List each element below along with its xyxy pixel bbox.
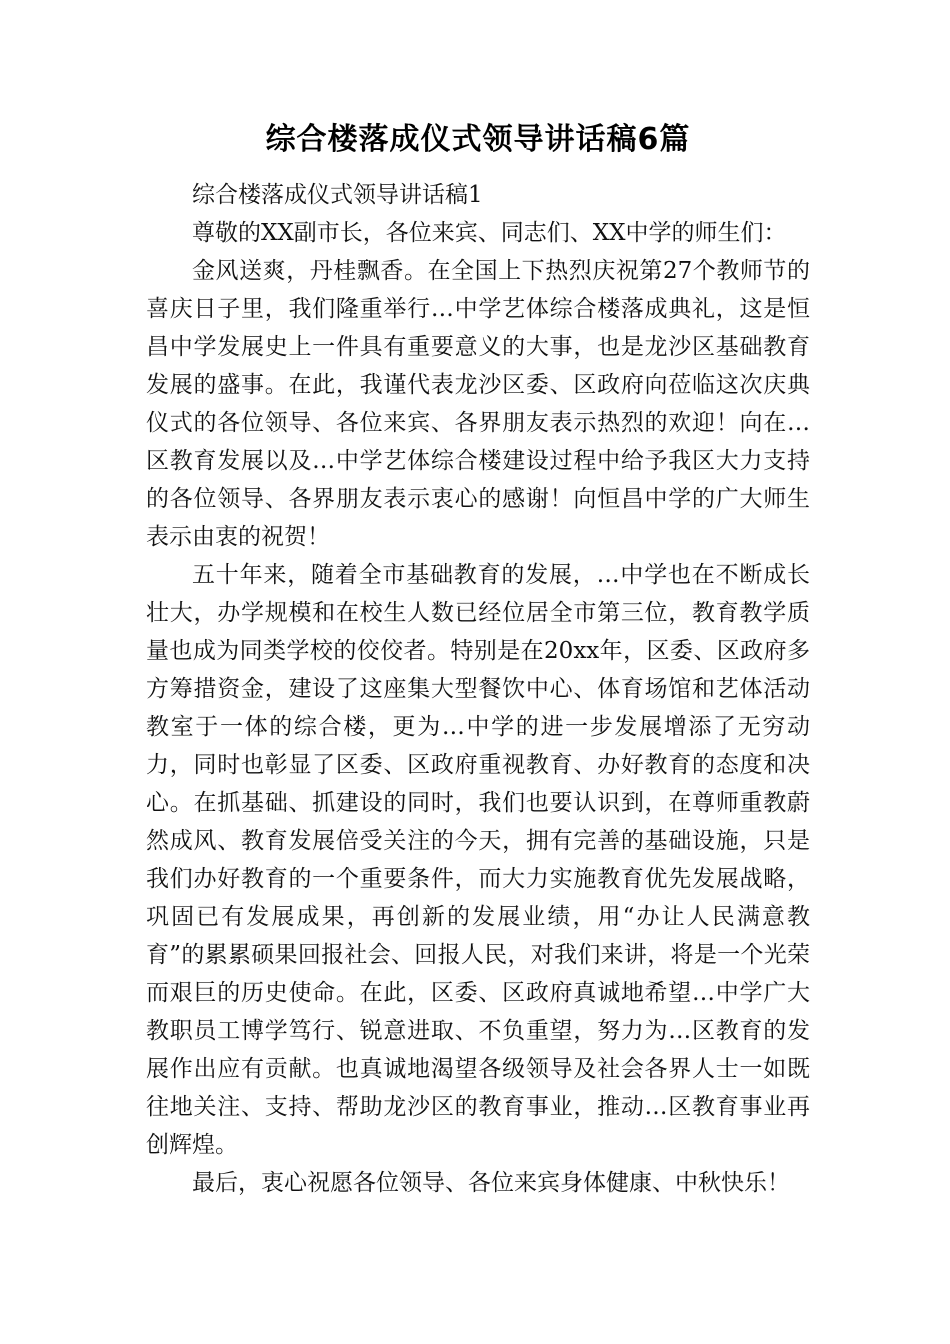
document-page bbox=[146, 118, 810, 1202]
closing-paragraph: 最后，衷心祝愿各位领导、各位来宾身体健康、中秋快乐！ bbox=[192, 1170, 790, 1196]
body-paragraph: 金风送爽，丹桂飘香。在全国上下热烈庆祝第27个教师节的喜庆日子里，我们隆重举行…中学艺体综合楼落成典礼，这是恒昌中学发展史上一件具有重要意义的大事，也是龙沙区基础教育发展的盛事。在此，我谨代表龙沙区委、区政府向莅临这次庆典仪式的各位领导、各位来宾、各界朋友表示热烈的欢迎！向在…区教育发展以及…中学艺体综合楼建设过程中给予我区大力支持的各位领导、各界朋友表示衷心的感谢！向恒昌中学的广大师生表示由衷的祝贺！ bbox=[146, 258, 810, 550]
document-title: 综合楼落成仪式领导讲话稿6篇 bbox=[265, 122, 691, 157]
body-paragraph: 五十年来，随着全市基础教育的发展，…中学也在不断成长壮大，办学规模和在校生人数已经位居全市第三位，教育教学质量也成为同类学校的佼佼者。特别是在20xx年，区委、区政府多方筹措资金，建设了这座集大型餐饮中心、体育场馆和艺体活动教室于一体的综合楼，更为…中学的进一步发展增添了无穷动力，同时也彰显了区委、区政府重视教育、办好教育的态度和决心。在抓基础、抓建设的同时，我们也要认识到，在尊师重教蔚然成风、教育发展倍受关注的今天，拥有完善的基础设施，只是我们办好教育的一个重要条件，而大力实施教育优先发展战略，巩固已有发展成果，再创新的发展业绩，用“办让人民满意教育”的累累硕果回报社会、回报人民，对我们来讲，将是一个光荣而艰巨的历史使命。在此，区委、区政府真诚地希望…中学广大教职员工博学笃行、锐意进取、不负重望，努力为…区教育的发展作出应有贡献。也真诚地渴望各级领导及社会各界人士一如既往地关注、支持、帮助龙沙区的教育事业，推动…区教育事业再创辉煌。 bbox=[146, 562, 810, 1158]
salutation-paragraph: 尊敬的XX副市长，各位来宾、同志们、XX中学的师生们： bbox=[192, 220, 787, 246]
subtitle-paragraph: 综合楼落成仪式领导讲话稿1 bbox=[192, 182, 483, 208]
